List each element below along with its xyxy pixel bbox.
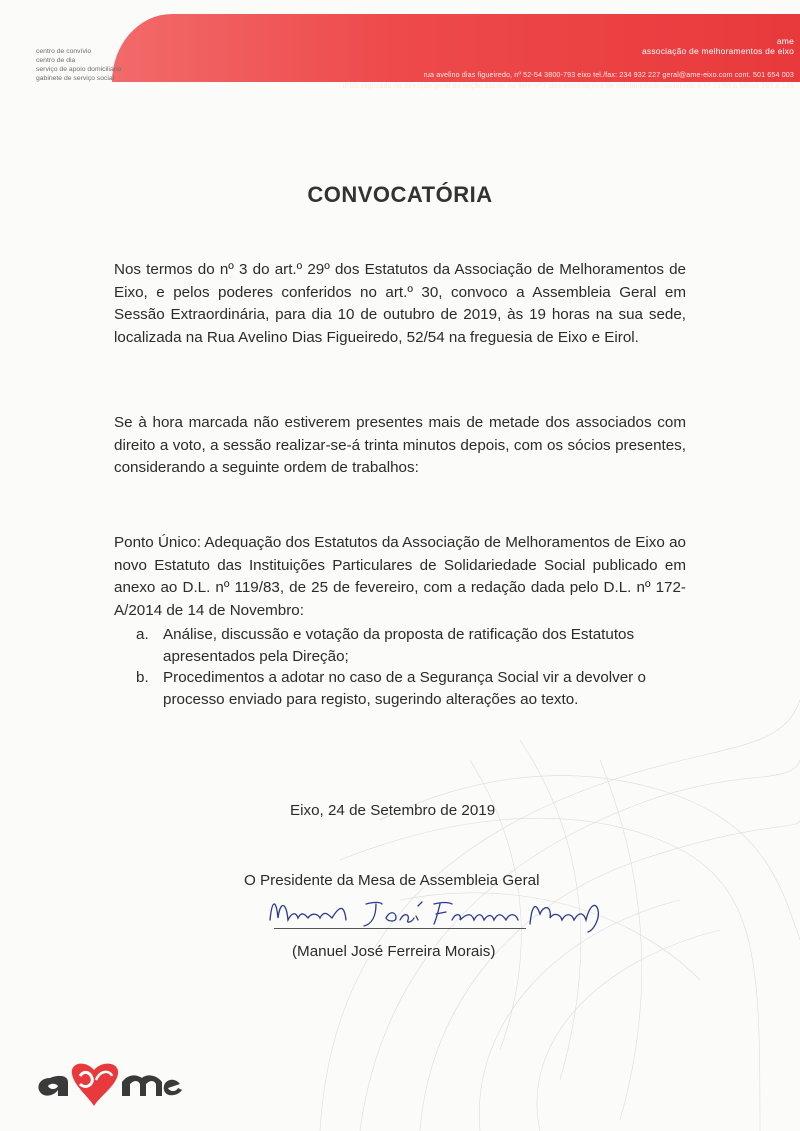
agenda-item bbox=[136, 624, 686, 667]
date-line: Eixo, 24 de Setembro de 2019 bbox=[290, 802, 496, 819]
signatory-role: O Presidente da Mesa de Assembleia Geral bbox=[244, 872, 540, 889]
signatory-name: (Manuel José Ferreira Morais) bbox=[292, 943, 496, 960]
service-item: serviço de apoio domiciliário bbox=[36, 66, 122, 73]
agenda-marker: a. bbox=[136, 626, 149, 643]
paragraph-single-point: Ponto Único: Adequação dos Estatutos da Associação de Melhoramentos de Eixo ao novo Estatuto das Instituições Particulares de Solidariedade Social publicado em anexo ao D.L. nº 119/83, de 25 de fevereiro, com a redação dada pelo D.L. nº 172-A/2014 de 14 de Novembro: bbox=[114, 534, 686, 619]
header-band bbox=[112, 14, 800, 90]
document-title: CONVOCATÓRIA bbox=[307, 182, 493, 207]
agenda-text: Análise, discussão e votação da proposta de ratificação dos Estatutos apresentados pela Direção; bbox=[163, 626, 635, 665]
registration-line: IPSS registada na direcção geral da acção social, no livro nº 7 das associações de solidariedade social sob o nº 23/98 a folhas 107 a 125 bbox=[342, 81, 794, 90]
signature-line bbox=[274, 928, 526, 929]
brand-short: ame bbox=[776, 36, 794, 46]
brand-full: associação de melhoramentos de eixo bbox=[641, 46, 794, 56]
service-item: gabinete de serviço social bbox=[36, 75, 115, 82]
service-item: centro de dia bbox=[36, 57, 76, 64]
service-item: centro de convívio bbox=[36, 48, 92, 55]
paragraph-quorum: Se à hora marcada não estiverem presentes mais de metade dos associados com direito a voto, a sessão realizar-se-á trinta minutos depois, com os sócios presentes, considerando a seguinte ordem de trabalhos: bbox=[114, 414, 686, 476]
ame-logo bbox=[36, 1056, 186, 1112]
agenda-text: Procedimentos a adotar no caso de a Segurança Social vir a devolver o processo enviado para registo, sugerindo alterações ao texto. bbox=[163, 669, 646, 708]
contact-line: rua avelino dias figueiredo, nº 52-54 3800-793 eixo tel./fax: 234 932 227 geral@ame-eixo.com cont. 501 654 003 bbox=[423, 70, 794, 79]
agenda-marker: b. bbox=[136, 669, 149, 686]
brand-tag bbox=[642, 36, 794, 56]
paragraph-convocation: Nos termos do nº 3 do art.º 29º dos Estatutos da Associação de Melhoramentos de Eixo, e pelos poderes conferidos no art.º 30, convoco a Assembleia Geral em Sessão Extraordinária, para dia 10 de outubro de 2019, às 19 horas na sua sede, localizada na Rua Avelino Dias Figueiredo, 52/54 na freguesia de Eixo e Eirol. bbox=[114, 261, 686, 346]
agenda-list bbox=[136, 624, 686, 710]
agenda-item bbox=[136, 667, 686, 710]
services-list bbox=[36, 47, 121, 83]
